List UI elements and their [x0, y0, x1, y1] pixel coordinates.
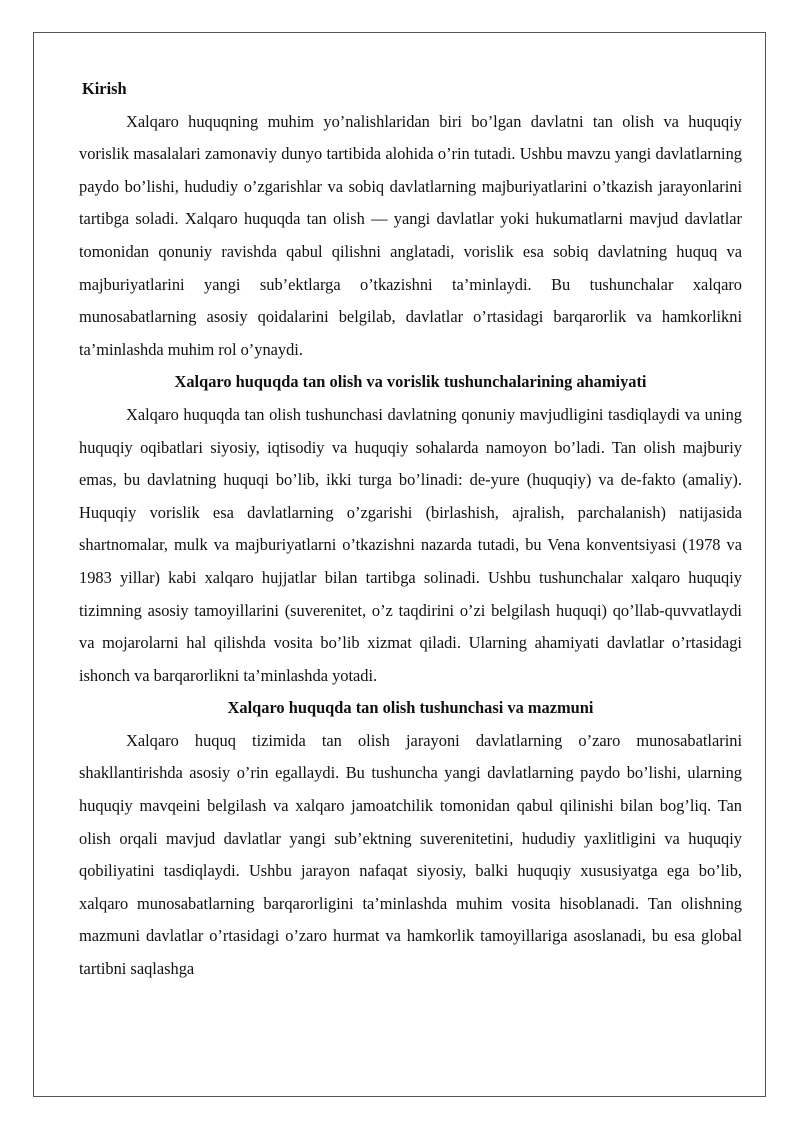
section1-paragraph: Xalqaro huquqda tan olish tushunchasi davlatning qonuniy mavjudligini tasdiqlaydi va uning huquqiy oqibatlari siyosiy, iqtisodiy va huquqiy sohalarda namoyon bo’ladi. Tan olish majburiy emas, bu davlatning huquqi bo’lib, ikki turga bo’linadi: de-yure (huquqiy) va de-fakto (amaliy). Huquqiy vorislik esa davlatlarning o’zgarishi (birlashish, ajralish, parchalanish) natijasida shartnomalar, mulk va majburiyatlarni o’tkazishni nazarda tutadi, bu Vena konventsiyasi (1978 va 1983 yillar) kabi xalqaro hujjatlar bilan tartibga solinadi. Ushbu tushunchalar xalqaro huquqiy tizimning asosiy tamoyillarini (suverenitet, o’z taqdirini o’zi belgilash huquqi) qo’llab-quvvatlaydi va mojarolarni hal qilishda vosita bo’lib xizmat qiladi. Ularning ahamiyati davlatlar o’rtasidagi ishonch va barqarorlikni ta’minlashda yotadi. [79, 404, 742, 685]
intro-paragraph: Xalqaro huquqning muhim yo’nalishlaridan biri bo’lgan davlatni tan olish va huquqiy vorislik masalalari zamonaviy dunyo tartibida alohida o’rin tutadi. Ushbu mavzu yangi davlatlarning paydo bo’lishi, hududiy o’zgarishlar va sobiq davlatlarning majburiyatlarini o’tkazish jarayonlarini tartibga soladi. Xalqaro huquqda tan olish — yangi davlatlar yoki hukumatlarni mavjud davlatlar tomonidan qonuniy ravishda qabul qilishni anglatadi, vorislik esa sobiq davlatning huquq va majburiyatlarini yangi sub’ektlarga o’tkazishni ta’minlaydi. Bu tushunchalar xalqaro munosabatlarning asosiy qoidalarini belgilab, davlatlar o’rtasidagi barqarorlik va hamkorlikni ta’minlashda muhim rol o’ynaydi. [79, 111, 742, 359]
section1-heading: Xalqaro huquqda tan olish va vorislik tushunchalarining ahamiyati [174, 372, 647, 392]
document-body [79, 73, 742, 986]
section2-heading: Xalqaro huquqda tan olish tushunchasi va mazmuni [227, 698, 594, 718]
section2-paragraph: Xalqaro huquq tizimida tan olish jarayoni davlatlarning o’zaro munosabatlarini shakllantirishda asosiy o’rin egallaydi. Bu tushuncha yangi davlatlarning paydo bo’lishi, ularning huquqiy mavqeini belgilash va xalqaro jamoatchilik tomonidan qabul qilinishi bilan bog’liq. Tan olish orqali mavjud davlatlar yangi sub’ektning suverenitetini, hududiy yaxlitligini va huquqiy qobiliyatini tasdiqlaydi. Ushbu jarayon nafaqat siyosiy, balki huquqiy xususiyatga ega bo’lib, xalqaro munosabatlarning barqarorligini ta’minlashda muhim vosita hisoblanadi. Tan olishning mazmuni davlatlar o’rtasidagi o’zaro hurmat va hamkorlik tamoyillariga asoslanadi, bu esa global tartibni saqlashga [79, 730, 742, 979]
intro-heading: Kirish [82, 79, 127, 98]
